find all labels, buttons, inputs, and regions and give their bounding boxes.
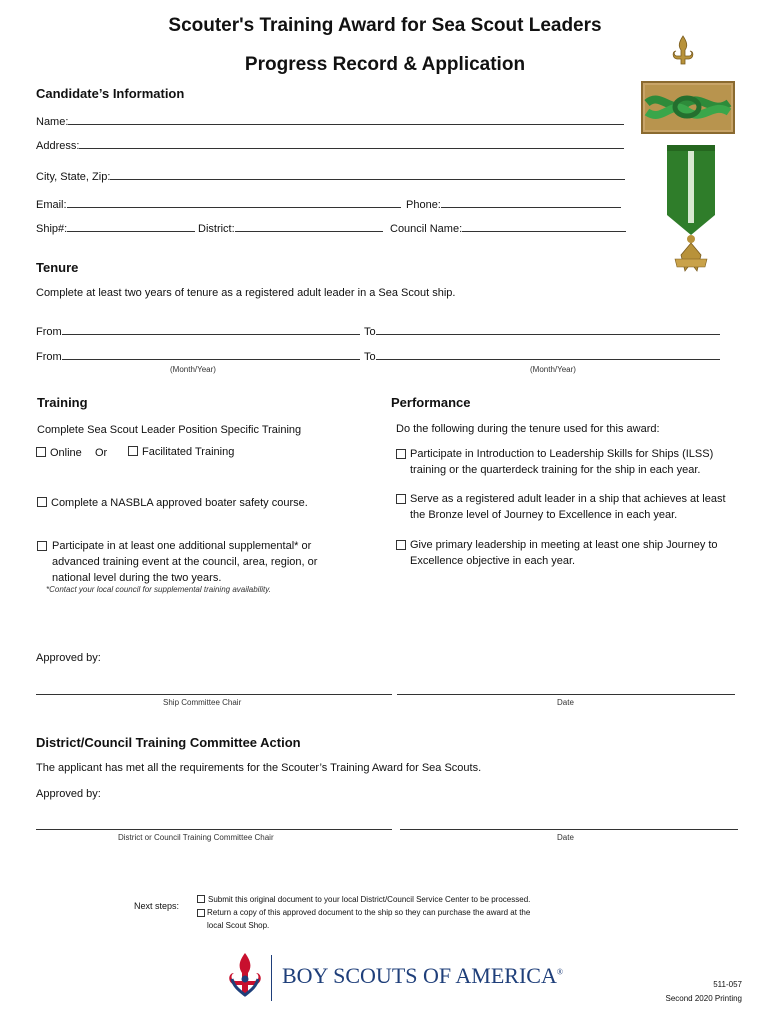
tenure-heading: Tenure bbox=[36, 260, 79, 275]
ilss-label: Participate in Introduction to Leadership Skills for Ships (ILSS) training or the quarterdeck training for the ship in each year. bbox=[410, 448, 714, 476]
fleur-de-lis-pin-icon bbox=[668, 34, 698, 68]
address-label: Address: bbox=[36, 140, 80, 152]
council-name-field[interactable] bbox=[390, 221, 626, 235]
checkbox-icon bbox=[36, 447, 46, 457]
ship-chair-signature-line[interactable] bbox=[36, 694, 392, 695]
candidate-heading: Candidate’s Information bbox=[36, 86, 185, 101]
checkbox-icon bbox=[396, 449, 406, 459]
district-field[interactable] bbox=[198, 221, 383, 235]
council-label: Council Name: bbox=[390, 223, 463, 235]
city-label: City, State, Zip: bbox=[36, 171, 111, 183]
trademark-symbol: ® bbox=[556, 967, 563, 977]
email-label: Email: bbox=[36, 199, 67, 211]
district-label: District: bbox=[198, 223, 235, 235]
ship-number-field[interactable] bbox=[36, 221, 195, 235]
ship-chair-caption: Ship Committee Chair bbox=[163, 698, 242, 707]
checkbox-icon bbox=[396, 494, 406, 504]
name-field[interactable] bbox=[36, 114, 624, 128]
form-subtitle: Progress Record & Application bbox=[244, 54, 526, 75]
tenure-to-field-1[interactable] bbox=[364, 324, 720, 338]
tenure-instruction: Complete at least two years of tenure as a registered adult leader in a Sea Scout ship. bbox=[36, 287, 456, 299]
tenure-to-field-2[interactable] bbox=[364, 349, 720, 363]
approved-by-label: Approved by: bbox=[36, 652, 101, 664]
address-field[interactable] bbox=[36, 138, 624, 152]
council-action-text: The applicant has met all the requirements for the Scouter’s Training Award for Sea Scouts. bbox=[36, 762, 482, 774]
from-label: From bbox=[36, 326, 62, 338]
next-step-1: Submit this original document to your local District/Council Service Center to be processed. bbox=[208, 895, 531, 904]
checkbox-icon bbox=[37, 541, 47, 551]
bsa-wordmark bbox=[282, 963, 563, 989]
checkbox-icon bbox=[197, 895, 205, 903]
council-approved-label: Approved by: bbox=[36, 788, 101, 800]
council-action-heading: District/Council Training Committee Action bbox=[36, 735, 301, 750]
journey-objective-label: Give primary leadership in meeting at least one ship Journey to Excellence objective in each year. bbox=[410, 539, 718, 567]
form-number: 511-057 bbox=[713, 980, 742, 989]
checkbox-icon bbox=[396, 540, 406, 550]
ilss-checkbox[interactable] bbox=[396, 446, 726, 478]
printing-info: Second 2020 Printing bbox=[665, 994, 742, 1003]
ship-label: Ship#: bbox=[36, 223, 68, 235]
boater-checkbox[interactable] bbox=[37, 497, 308, 509]
bsa-wordmark-text: BOY SCOUTS OF AMERICA bbox=[282, 963, 557, 988]
council-chair-signature-line[interactable] bbox=[36, 829, 392, 830]
from-hint: (Month/Year) bbox=[170, 365, 216, 374]
supplemental-label: Participate in at least one additional supplemental* or advanced training event at the council, area, region, or national level during the two years. bbox=[52, 540, 318, 584]
journey-objective-checkbox[interactable] bbox=[396, 537, 726, 569]
council-date-caption: Date bbox=[557, 833, 574, 842]
council-date-line[interactable] bbox=[400, 829, 738, 830]
form-title: Scouter's Training Award for Sea Scout Leaders bbox=[168, 15, 602, 36]
performance-heading: Performance bbox=[391, 395, 471, 410]
to-label: To bbox=[364, 326, 376, 338]
facilitated-checkbox[interactable] bbox=[128, 446, 234, 458]
supplemental-note: *Contact your local council for supplemental training availability. bbox=[46, 585, 271, 594]
online-checkbox[interactable] bbox=[36, 447, 82, 459]
to-hint: (Month/Year) bbox=[530, 365, 576, 374]
ship-date-line[interactable] bbox=[397, 694, 735, 695]
phone-field[interactable] bbox=[406, 197, 621, 211]
from-label: From bbox=[36, 351, 62, 363]
next-steps-label: Next steps: bbox=[134, 901, 180, 911]
name-label: Name: bbox=[36, 116, 69, 128]
supplemental-checkbox[interactable] bbox=[37, 538, 347, 586]
checkbox-icon bbox=[128, 446, 138, 456]
phone-label: Phone: bbox=[406, 199, 441, 211]
to-label: To bbox=[364, 351, 376, 363]
next-steps-list bbox=[197, 893, 582, 932]
checkbox-icon bbox=[37, 497, 47, 507]
tenure-from-field-1[interactable] bbox=[36, 324, 360, 338]
online-label: Online bbox=[50, 447, 82, 459]
square-knot-patch-icon bbox=[641, 81, 735, 134]
logo-divider bbox=[271, 955, 272, 1001]
or-text: Or bbox=[95, 447, 108, 459]
medal-ribbon-icon bbox=[661, 143, 721, 277]
performance-intro: Do the following during the tenure used for this award: bbox=[396, 423, 660, 435]
email-field[interactable] bbox=[36, 197, 401, 211]
council-chair-caption: District or Council Training Committee Chair bbox=[118, 833, 274, 842]
tenure-from-field-2[interactable] bbox=[36, 349, 360, 363]
facilitated-label: Facilitated Training bbox=[142, 446, 235, 458]
checkbox-icon bbox=[197, 909, 205, 917]
bronze-level-checkbox[interactable] bbox=[396, 491, 726, 523]
ship-date-caption: Date bbox=[557, 698, 574, 707]
boater-label: Complete a NASBLA approved boater safety course. bbox=[51, 497, 308, 509]
bsa-fleur-de-lis-logo-icon bbox=[224, 951, 266, 1001]
city-state-zip-field[interactable] bbox=[36, 169, 625, 183]
training-intro: Complete Sea Scout Leader Position Specific Training bbox=[37, 424, 302, 436]
training-heading: Training bbox=[37, 395, 88, 410]
next-step-2: Return a copy of this approved document to the ship so they can purchase the award at the local Scout Shop. bbox=[207, 908, 531, 930]
bronze-level-label: Serve as a registered adult leader in a ship that achieves at least the Bronze level of Journey to Excellence in each year. bbox=[410, 493, 726, 521]
